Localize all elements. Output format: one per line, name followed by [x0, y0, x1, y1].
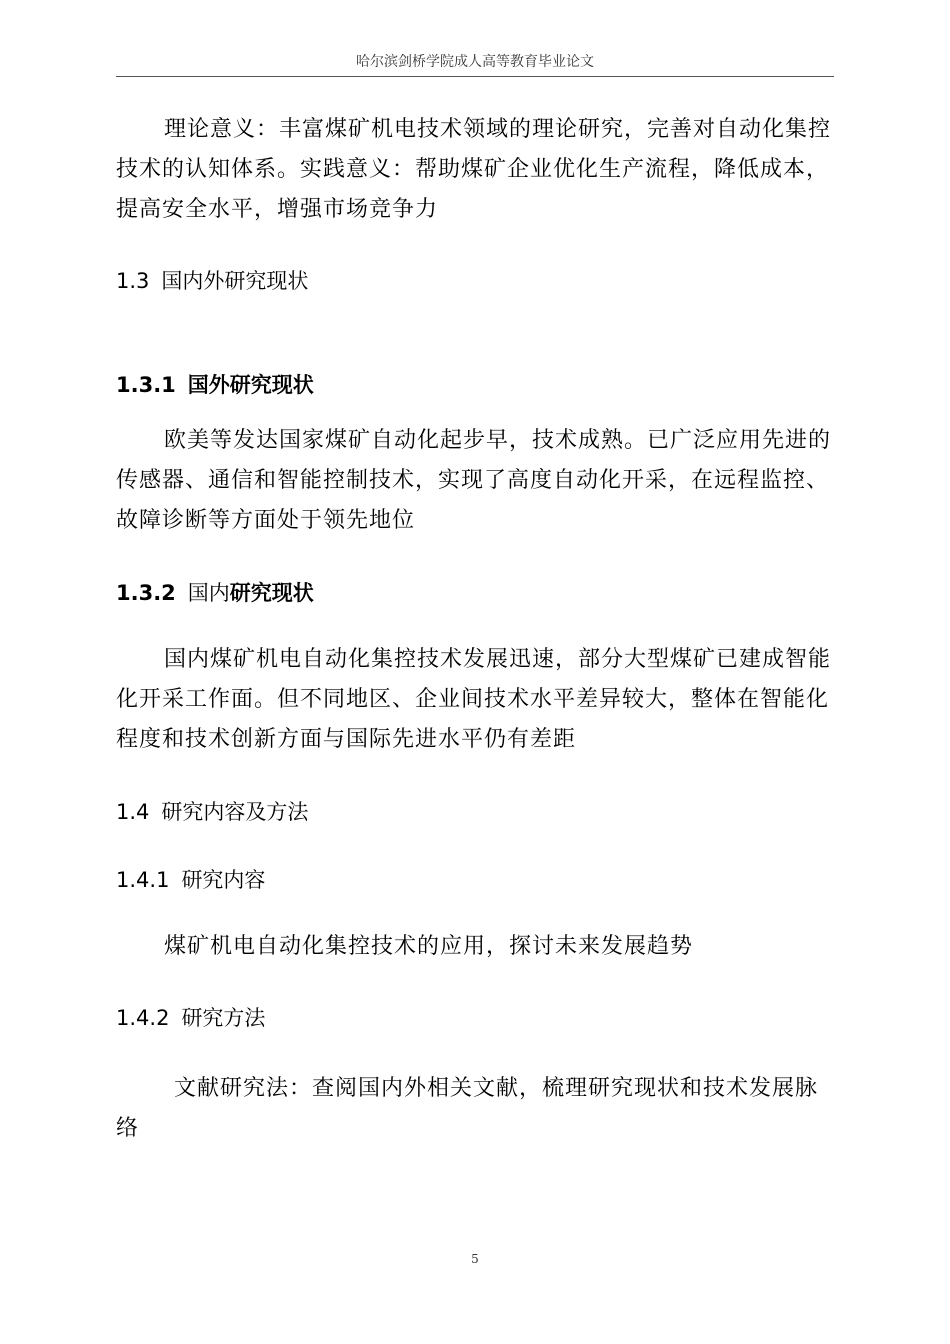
paragraph-research-content: 煤矿机电自动化集控技术的应用，探讨未来发展趋势 [164, 934, 694, 959]
section-number: 1.3.1 [116, 373, 176, 397]
page-number: 5 [471, 1252, 479, 1266]
section-title-normal: 国内 [187, 581, 230, 605]
paragraph-significance: 理论意义：丰富煤矿机电技术领域的理论研究，完善对自动化集控技术的认知体系。实践意义：帮助煤矿企业优化生产流程，降低成本，提高安全水平，增强市场竞争力 [116, 117, 832, 222]
section-heading-1-4 [116, 796, 834, 828]
paragraph-foreign-research: 欧美等发达国家煤矿自动化起步早，技术成熟。已广泛应用先进的传感器、通信和智能控制技术，实现了高度自动化开采，在远程监控、故障诊断等方面处于领先地位 [116, 428, 832, 533]
section-title: 研究方法 [181, 1006, 266, 1030]
section-heading-1-3-1 [116, 369, 834, 401]
running-header: 哈尔滨剑桥学院成人高等教育毕业论文 [116, 48, 834, 77]
section-number: 1.3.2 [116, 581, 176, 605]
section-number: 1.4 [116, 800, 150, 824]
section-number: 1.4.2 [116, 1006, 170, 1030]
section-title-bold: 研究现状 [229, 581, 314, 605]
section-title: 国外研究现状 [187, 373, 314, 397]
section-title: 国内外研究现状 [161, 269, 309, 293]
paragraph-research-method: 文献研究法：查阅国内外相关文献，梳理研究现状和技术发展脉络 [116, 1076, 819, 1141]
section-heading-1-4-2 [116, 1002, 834, 1034]
section-title: 研究内容 [181, 868, 266, 892]
section-heading-1-4-1 [116, 864, 834, 896]
section-number: 1.3 [116, 269, 150, 293]
section-heading-1-3 [116, 265, 834, 297]
section-heading-1-3-2 [116, 577, 834, 609]
section-number: 1.4.1 [116, 868, 170, 892]
paragraph-domestic-research: 国内煤矿机电自动化集控技术发展迅速，部分大型煤矿已建成智能化开采工作面。但不同地区、企业间技术水平差异较大，整体在智能化程度和技术创新方面与国际先进水平仍有差距 [116, 647, 832, 752]
section-title: 研究内容及方法 [161, 800, 309, 824]
